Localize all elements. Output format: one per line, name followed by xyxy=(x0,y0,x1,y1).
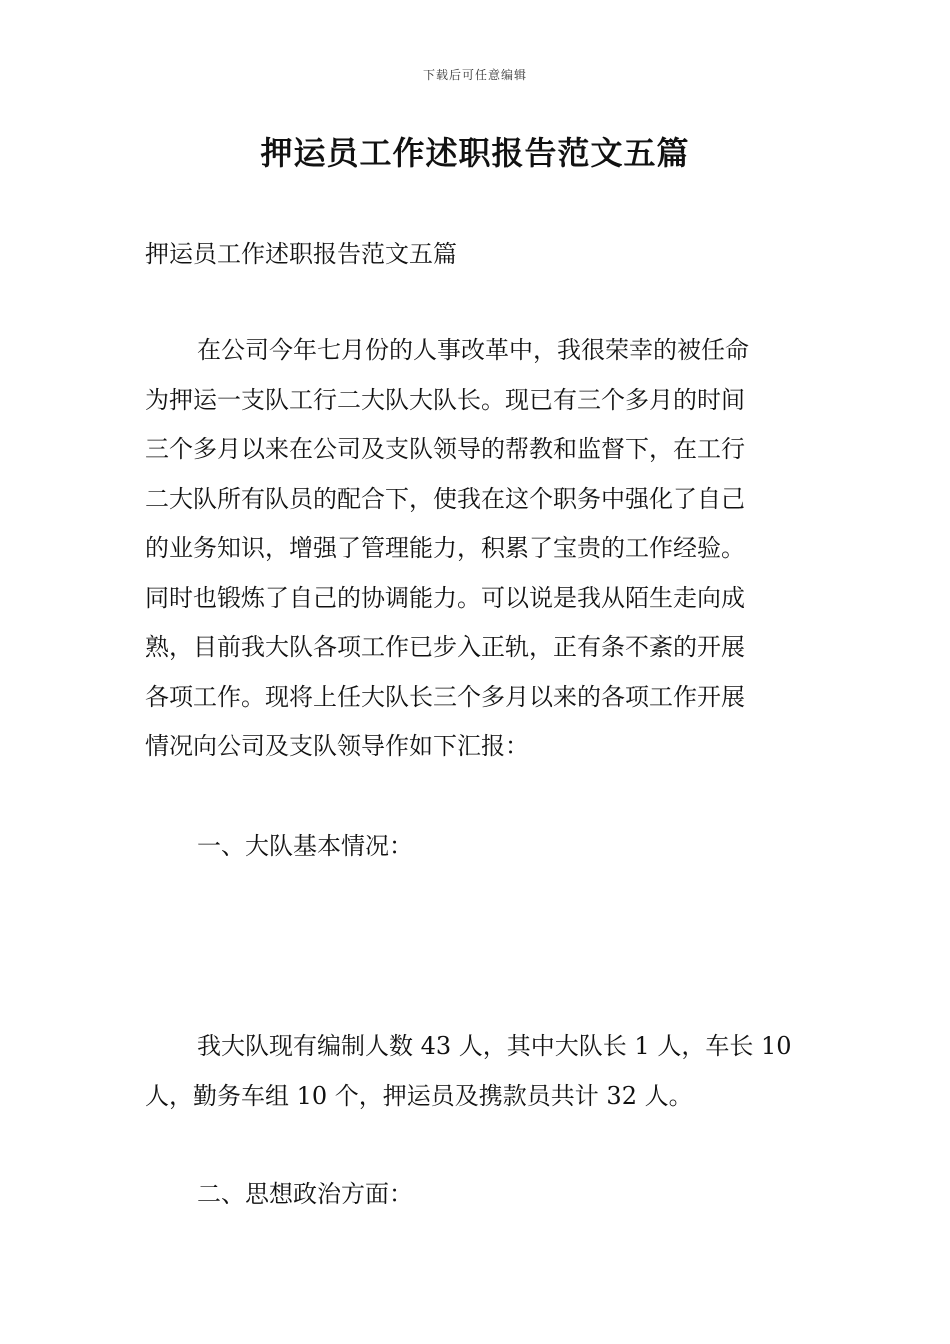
section-heading-text: 一、大队基本情况： xyxy=(197,832,413,860)
paragraph-staffing xyxy=(145,1022,807,1121)
section-heading-political xyxy=(145,1170,807,1220)
paragraph-line: 二大队所有队员的配合下，使我在这个职务中强化了自己 xyxy=(145,484,745,513)
paragraph-line: 我大队现有编制人数 43 人，其中大队长 1 人，车长 10 xyxy=(197,1032,792,1060)
paragraph-line: 为押运一支队工行二大队大队长。现已有三个多月的时间 xyxy=(145,385,745,414)
document-subtitle: 押运员工作述职报告范文五篇 xyxy=(145,240,457,268)
paragraph-intro xyxy=(145,326,807,772)
paragraph-line: 情况向公司及支队领导作如下汇报： xyxy=(145,732,529,760)
paragraph-line: 熟，目前我大队各项工作已步入正轨，正有条不紊的开展 xyxy=(145,633,745,661)
section-heading-text: 二、思想政治方面： xyxy=(197,1180,413,1208)
document-title: 押运员工作述职报告范文五篇 xyxy=(260,134,690,172)
paragraph-line: 同时也锻炼了自己的协调能力。可以说是我从陌生走向成 xyxy=(145,583,745,612)
paragraph-line: 在公司今年七月份的人事改革中，我很荣幸的被任命 xyxy=(197,336,749,364)
paragraph-line: 三个多月以来在公司及支队领导的帮教和监督下，在工行 xyxy=(145,435,745,463)
paragraph-line: 的业务知识，增强了管理能力，积累了宝贵的工作经验。 xyxy=(145,534,745,562)
header-note: 下载后可任意编辑 xyxy=(422,68,527,82)
paragraph-line: 人，勤务车组 10 个，押运员及携款员共计 32 人。 xyxy=(145,1081,693,1110)
paragraph-line: 各项工作。现将上任大队长三个多月以来的各项工作开展 xyxy=(145,682,745,711)
section-heading-basic-info xyxy=(145,822,807,872)
